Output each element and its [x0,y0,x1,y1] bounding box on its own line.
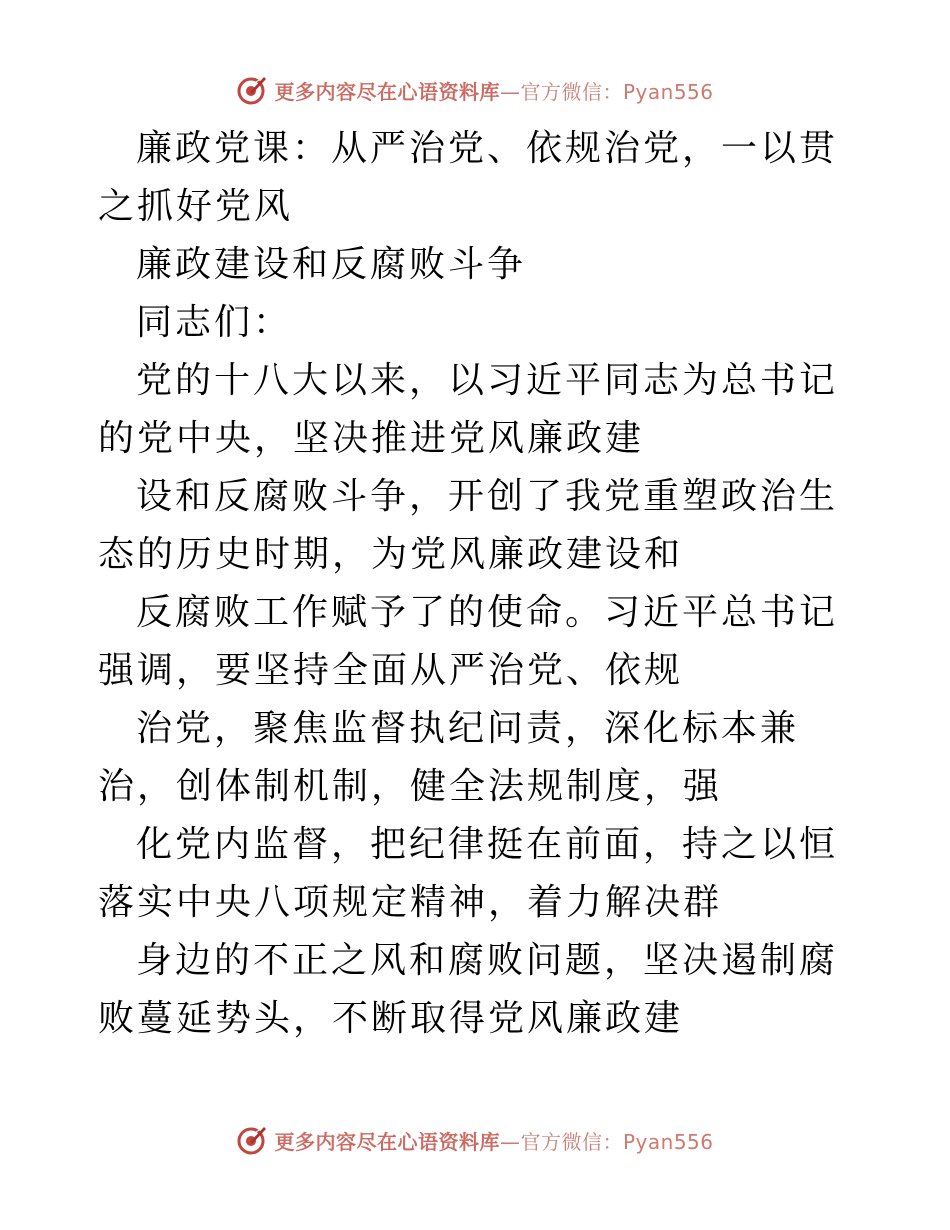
header-dash: — [499,79,521,104]
footer-wechat-label: 官方微信： [520,1129,623,1154]
document-salutation: 同志们： [136,302,293,343]
header-site-text: 更多内容尽在心语资料库 [274,79,500,104]
document-title: 廉政党课：从严治党、依规治党，一以贯之抓好党风 [98,128,839,227]
header-watermark [0,70,950,110]
footer-watermark-text [274,1126,713,1155]
document-paragraph: 治党，聚焦监督执纪问责，深化标本兼治，创体制机制，健全法规制度，强 [98,708,800,807]
header-wechat-label: 官方微信： [520,79,623,104]
document-body [98,120,854,1048]
document-paragraph: 化党内监督，把纪律挺在前面，持之以恒落实中央八项规定精神，着力解决群 [98,824,839,923]
header-watermark-text [274,76,713,105]
quill-logo-icon [236,1124,268,1156]
footer-watermark [0,1120,950,1160]
document-paragraph: 身边的不正之风和腐败问题，坚决遏制腐败蔓延势头，不断取得党风廉政建 [98,940,839,1039]
header-wechat-id: Pyan556 [622,79,714,104]
document-paragraph: 廉政建设和反腐败斗争 [136,244,527,285]
footer-wechat-id: Pyan556 [622,1129,714,1154]
footer-dash: — [499,1129,521,1154]
document-paragraph: 党的十八大以来，以习近平同志为总书记的党中央，坚决推进党风廉政建 [98,360,839,459]
footer-site-text: 更多内容尽在心语资料库 [274,1129,500,1154]
document-paragraph: 反腐败工作赋予了的使命。习近平总书记强调，要坚持全面从严治党、依规 [98,592,839,691]
document-paragraph: 设和反腐败斗争，开创了我党重塑政治生态的历史时期，为党风廉政建设和 [98,476,839,575]
quill-logo-icon [236,74,268,106]
